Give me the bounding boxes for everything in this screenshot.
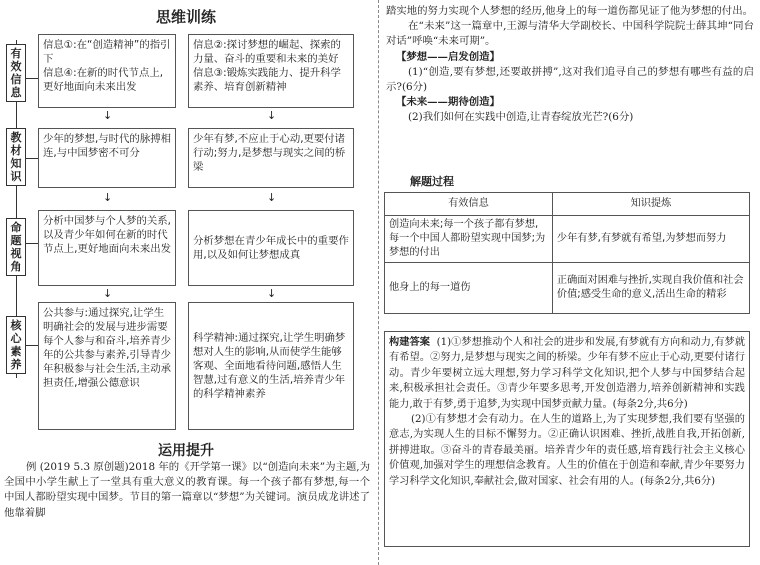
solve-process-title: 解题过程 bbox=[410, 175, 454, 188]
paragraph-future: 在“未来”这一篇章中,王源与清华大学副校长、中国科学院院士薛其坤“同台对话”呼唤“未来可期”。 bbox=[386, 20, 754, 48]
connector-line bbox=[26, 78, 38, 79]
connector-line bbox=[26, 243, 38, 244]
section-title-apply: 运用提升 bbox=[158, 443, 214, 459]
table-cell: 少年有梦,有梦就有希望,为梦想而努力 bbox=[552, 216, 749, 263]
literacy-box-left: 公共参与:通过探究,让学生明确社会的发展与进步需要每个人参与和奋斗,培养青少年的公共参与素养,引导青少年积极参与社会生活,主动承担责任,增强公德意识 bbox=[38, 302, 176, 430]
info-box-right: 信息②:探讨梦想的崛起、探索的力量、奋斗的重要和未来的美好 信息③:锻炼实践能力、提升科学素养、培育创新精神 bbox=[188, 34, 354, 108]
connector-line bbox=[26, 345, 38, 346]
section-heading-dream: 【梦想——启发创造】 bbox=[396, 50, 500, 63]
answer-label: 构建答案 bbox=[389, 336, 431, 348]
table-header-cell: 有效信息 bbox=[385, 193, 553, 216]
answer-text-1: (1)①梦想推动个人和社会的进步和发展,有梦就有方向和动力,有梦就有希望。②努力,是梦想与现实之间的桥梁。少年有梦不应止于心动,更要付诸行动。青少年要树立远大理想,努力学习科学文化知识,把个人梦与中国梦结合起来,积极承担社会责任。③青少年要多思考,开发创造潜力,培养创新精神和实践能力,敢于有梦,勇于追梦,为实现中国梦贡献力量。(每条2分,共6分) bbox=[389, 337, 746, 410]
section-heading-future: 【未来——期待创造】 bbox=[396, 96, 500, 109]
question-2: (2)我们如何在实践中创造,让青春绽放光芒?(6分) bbox=[408, 111, 634, 124]
table-header-cell: 知识提炼 bbox=[552, 193, 749, 216]
knowledge-box-right: 少年有梦,不应止于心动,更要付诸行动;努力,是梦想与现实之间的桥梁 bbox=[188, 128, 354, 188]
continued-text: 踏实地的努力实现个人梦想的经历,他身上的每一道伤都见证了他为梦想的付出。 bbox=[386, 5, 753, 17]
connector-line bbox=[26, 158, 38, 159]
table-cell: 正确面对困难与挫折,实现自我价值和社会价值;感受生命的意义,活出生命的精彩 bbox=[552, 263, 749, 314]
column-divider bbox=[378, 0, 379, 565]
literacy-box-right: 科学精神:通过探究,让学生明确梦想对人生的影响,从而使学生能够客观、全面地看待问题,感悟人生智慧,过有意义的生活,培养青少年的科学精神素养 bbox=[188, 302, 354, 430]
analysis-table bbox=[384, 192, 750, 314]
right-column-text bbox=[386, 4, 754, 126]
answer-part-1 bbox=[389, 335, 745, 412]
knowledge-box-left: 少年的梦想,与时代的脉搏相连,与中国梦密不可分 bbox=[38, 128, 176, 188]
table-cell: 他身上的每一道伤 bbox=[385, 263, 553, 314]
answer-box bbox=[384, 331, 750, 547]
arrow-down-icon: ↓ bbox=[103, 287, 113, 300]
question-1: (1)“创造,要有梦想,还要敢拼搏”,这对我们追寻自己的梦想有哪些有益的启示?(6分) bbox=[386, 65, 754, 94]
arrow-down-icon: ↓ bbox=[103, 109, 113, 122]
arrow-down-icon: ↓ bbox=[267, 287, 277, 300]
perspective-box-left: 分析中国梦与个人梦的关系,以及青少年如何在新的时代节点上,更好地面向未来出发 bbox=[38, 210, 176, 286]
side-label-textbook-knowledge: 教 材 知 识 bbox=[6, 128, 26, 186]
arrow-down-icon: ↓ bbox=[267, 191, 277, 204]
answer-text-2: (2)①有梦想才会有动力。在人生的道路上,为了实现梦想,我们要有坚强的意志,为实现人生的目标不懈努力。②正确认识困难、挫折,战胜自我,开拓创新,拼搏进取。③奋斗的青春最美丽。培养青少年的责任感,培育践行社会主义核心价值观,加强对学生的理想信念教育。人生的价值在于创造和奉献,青少年要努力学习科学文化知识,奉献社会,做对国家、社会有用的人。(每条2分,共6分) bbox=[389, 414, 745, 487]
info-box-left: 信息①:在“创造精神”的指引下 信息④:在新的时代节点上,更好地面向未来出发 bbox=[38, 34, 176, 108]
page-title: 思维训练 bbox=[155, 8, 216, 26]
table-row bbox=[385, 263, 750, 314]
table-cell: 创造向未来;每一个孩子都有梦想,每一个中国人都盼望实现中国梦;为梦想的付出 bbox=[385, 216, 553, 263]
table-header-row bbox=[385, 193, 750, 216]
side-label-core-literacy: 核 心 素 养 bbox=[6, 316, 26, 374]
perspective-box-right: 分析梦想在青少年成长中的重要作用,以及如何让梦想成真 bbox=[188, 210, 354, 286]
table-row bbox=[385, 216, 750, 263]
example-text: 例 (2019 5.3 原创题)2018 年的《开学第一课》以“创造向未来”为主题,为全国中小学生献上了一堂具有重大意义的教育课。每一个孩子都有梦想,每一个中国人都盼望实现中国梦。节目的第一篇章以“梦想”为关键词。演员成龙讲述了他靠着脚 bbox=[4, 461, 370, 519]
side-label-effective-info: 有 效 信 息 bbox=[6, 44, 26, 102]
arrow-down-icon: ↓ bbox=[267, 109, 277, 122]
arrow-down-icon: ↓ bbox=[103, 191, 113, 204]
side-label-question-perspective: 命 题 视 角 bbox=[6, 218, 26, 276]
